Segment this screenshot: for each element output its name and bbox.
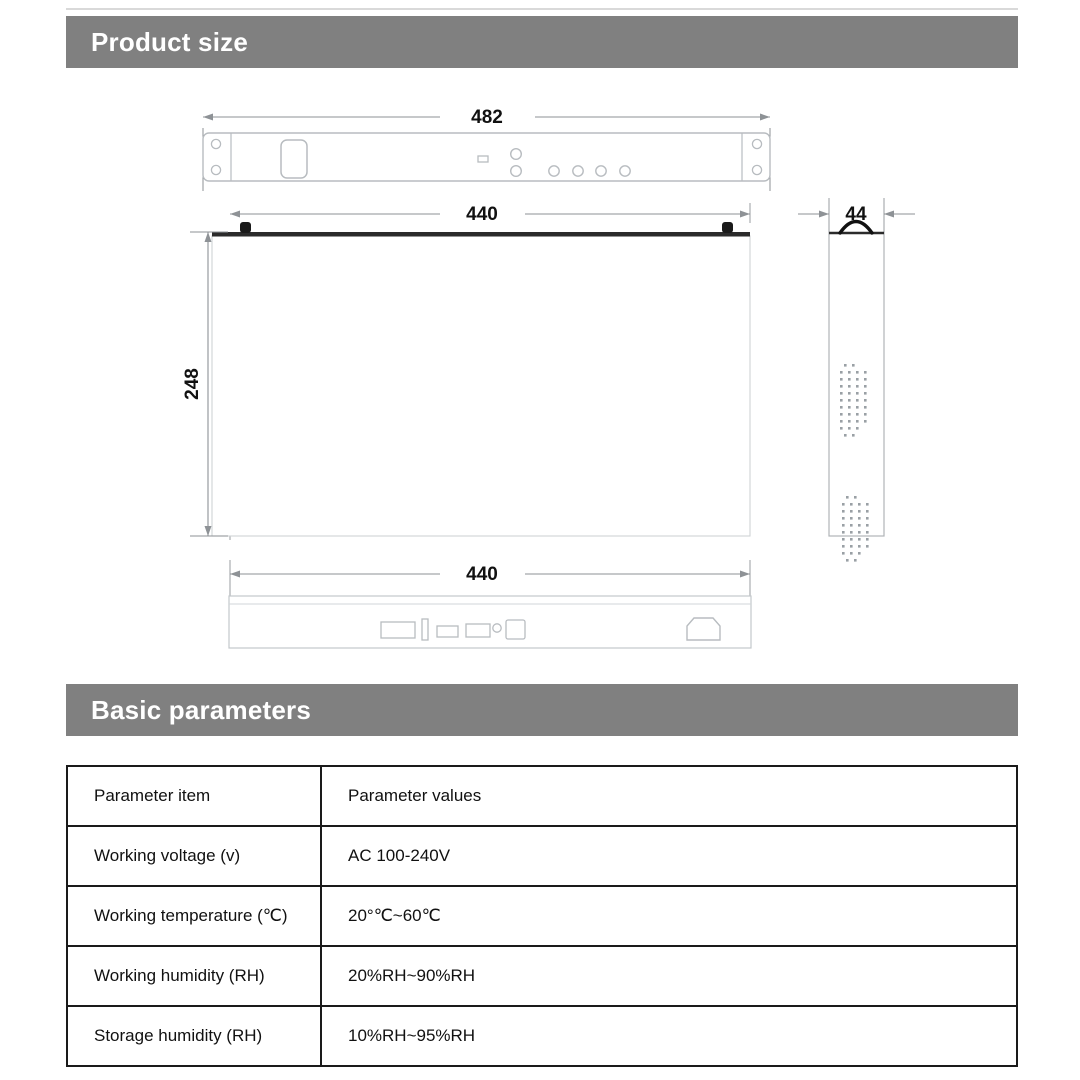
dimension-label-248: 248 bbox=[182, 368, 203, 400]
section-title-basic-parameters: Basic parameters bbox=[91, 694, 311, 725]
connector-round-jack bbox=[493, 624, 501, 632]
row-label-working-voltage: Working voltage (v) bbox=[67, 826, 321, 886]
small-rect-indicator bbox=[478, 156, 488, 162]
led-1 bbox=[549, 166, 559, 176]
product-dimension-drawing bbox=[0, 78, 1080, 668]
row-label-working-temperature: Working temperature (℃) bbox=[67, 886, 321, 946]
parameters-table bbox=[66, 765, 1018, 1067]
front-panel-view bbox=[203, 107, 770, 191]
dimension-label-44: 44 bbox=[845, 204, 867, 225]
tab-left bbox=[240, 222, 251, 233]
table-header-row bbox=[67, 766, 1017, 826]
tab-right bbox=[722, 222, 733, 233]
mounting-hole-bottom-left bbox=[211, 165, 220, 174]
row-value-working-humidity: 20%RH~90%RH bbox=[321, 946, 1017, 1006]
table-row bbox=[67, 886, 1017, 946]
dimension-label-482: 482 bbox=[471, 107, 503, 128]
rear-panel-view bbox=[229, 560, 751, 648]
connector-small-rect-1 bbox=[437, 626, 458, 637]
chassis-body-outline bbox=[212, 236, 750, 536]
row-label-working-humidity: Working humidity (RH) bbox=[67, 946, 321, 1006]
banner-top-divider bbox=[66, 8, 1018, 10]
row-value-working-temperature: 20°℃~60℃ bbox=[321, 886, 1017, 946]
connector-square-port bbox=[506, 620, 525, 639]
table-row bbox=[67, 946, 1017, 1006]
section-banner-product-size bbox=[66, 16, 1018, 68]
led-2 bbox=[573, 166, 583, 176]
table-row bbox=[67, 1006, 1017, 1066]
table-row bbox=[67, 826, 1017, 886]
display-window bbox=[281, 140, 307, 178]
row-value-storage-humidity: 10%RH~95%RH bbox=[321, 1006, 1017, 1066]
mounting-hole-top-left bbox=[211, 139, 220, 148]
mounting-hole-top-right bbox=[752, 139, 761, 148]
row-value-working-voltage: AC 100-240V bbox=[321, 826, 1017, 886]
side-view bbox=[798, 198, 915, 562]
connector-thin-slot bbox=[422, 619, 428, 640]
section-title-product-size: Product size bbox=[91, 26, 248, 57]
top-view bbox=[182, 203, 750, 540]
connector-small-rect-2 bbox=[466, 624, 490, 637]
section-banner-basic-parameters bbox=[66, 684, 1018, 736]
dimension-label-440-rear: 440 bbox=[466, 564, 498, 585]
dimension-label-440-top: 440 bbox=[466, 204, 498, 225]
table-header-parameter-item: Parameter item bbox=[67, 766, 321, 826]
side-body-outline bbox=[829, 233, 884, 536]
led-4 bbox=[620, 166, 630, 176]
top-edge-bar bbox=[212, 232, 750, 237]
connector-large-rect bbox=[381, 622, 415, 638]
table-header-parameter-values: Parameter values bbox=[321, 766, 1017, 826]
button-bottom bbox=[511, 166, 522, 177]
button-top bbox=[511, 149, 522, 160]
power-inlet-socket bbox=[687, 618, 720, 640]
mounting-hole-bottom-right bbox=[752, 165, 761, 174]
row-label-storage-humidity: Storage humidity (RH) bbox=[67, 1006, 321, 1066]
led-3 bbox=[596, 166, 606, 176]
